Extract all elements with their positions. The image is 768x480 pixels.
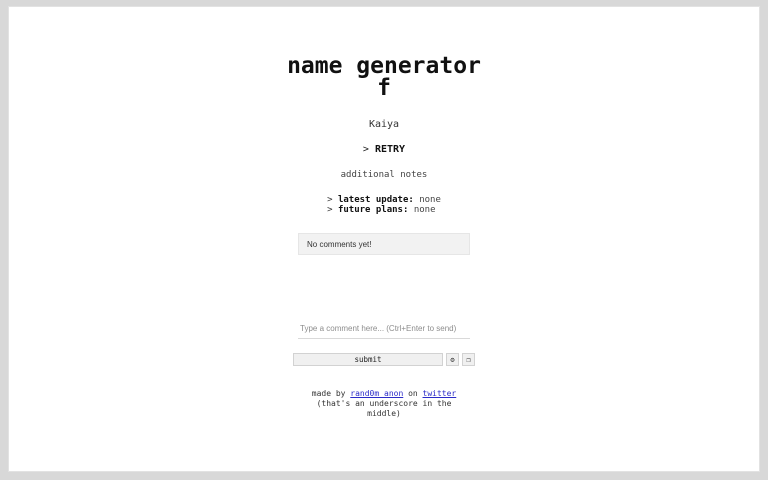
note-value: none — [419, 195, 441, 205]
footer-note: (that's an underscore in the middle) — [316, 399, 452, 418]
footer-prefix: made by — [311, 389, 351, 398]
settings-icon[interactable]: ⚙ — [446, 353, 459, 366]
copy-icon[interactable]: ❐ — [462, 353, 475, 366]
footer — [312, 389, 457, 419]
page-title: name generator f — [287, 53, 481, 101]
caret-icon: > — [362, 144, 369, 155]
note-key: latest update: — [337, 195, 414, 205]
additional-notes-heading: additional notes — [340, 170, 428, 180]
caret-icon: > — [327, 205, 333, 215]
comments-empty-text: No comments yet! — [307, 239, 372, 249]
comment-input[interactable] — [298, 322, 470, 339]
retry-button[interactable]: RETRY — [374, 144, 406, 155]
submit-row — [293, 353, 475, 366]
note-key: future plans: — [337, 205, 409, 215]
footer-middle: on — [403, 389, 423, 398]
caret-icon: > — [327, 195, 333, 205]
list-item — [327, 196, 441, 205]
twitter-link[interactable]: twitter — [422, 389, 457, 398]
list-item — [327, 206, 441, 215]
comments-section — [298, 233, 470, 255]
notes-list — [327, 196, 441, 216]
generated-name: Kaiya — [368, 119, 400, 130]
author-link[interactable]: rand0m_anon — [350, 389, 404, 398]
note-value: none — [413, 205, 436, 215]
submit-button[interactable]: submit — [293, 353, 443, 366]
app-page — [8, 6, 760, 472]
retry-line — [363, 144, 405, 155]
